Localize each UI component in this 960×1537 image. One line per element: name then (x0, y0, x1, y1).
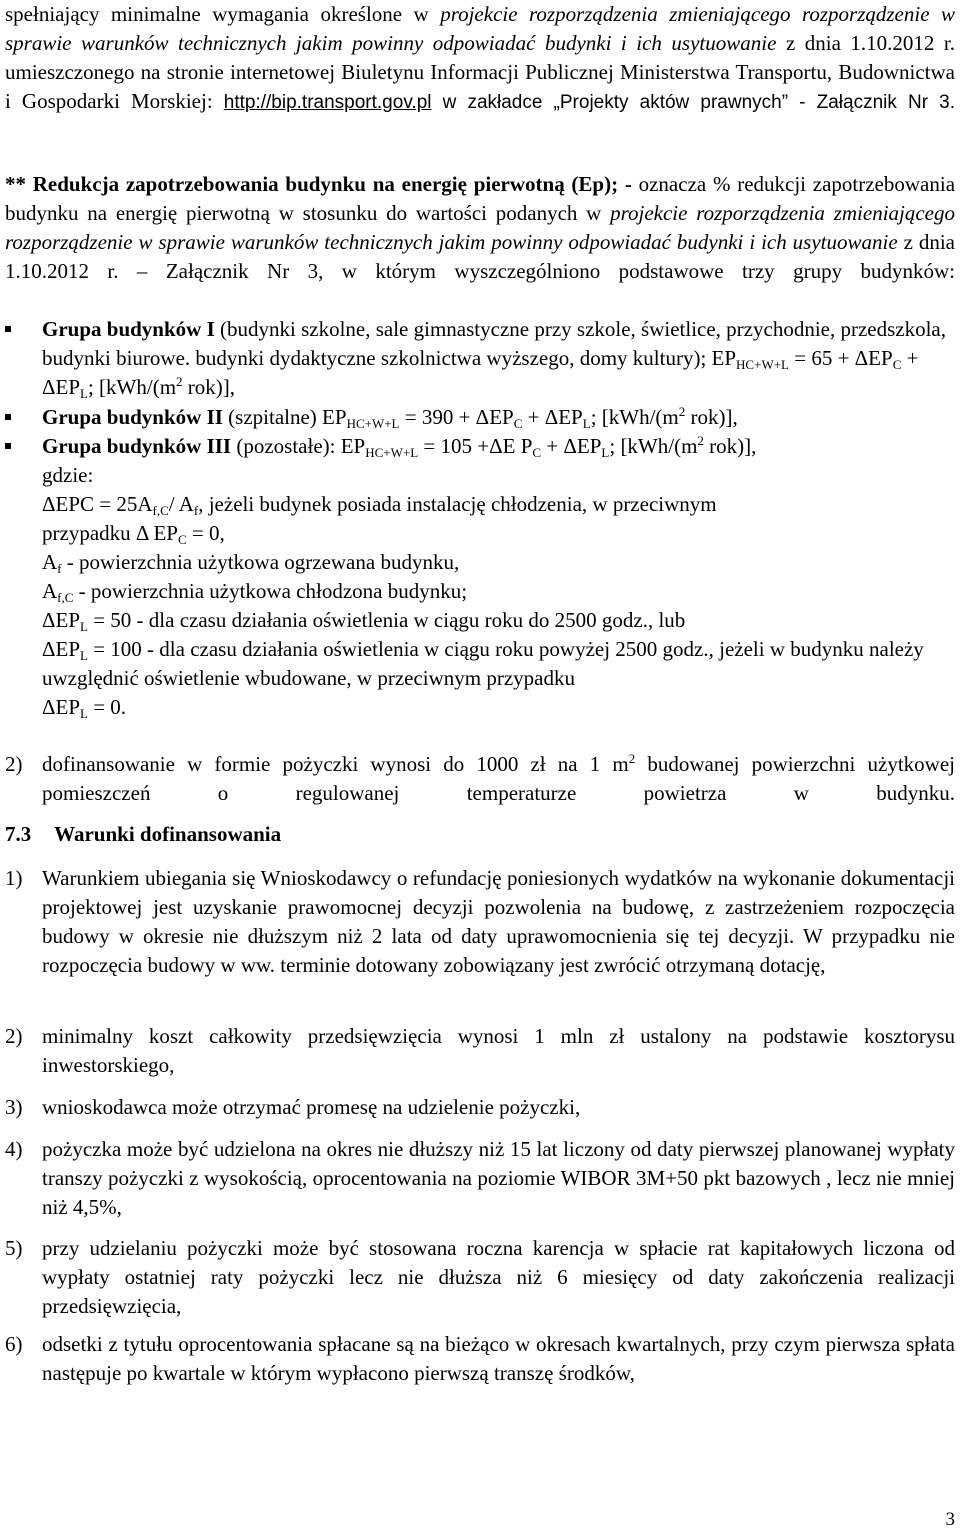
formula-unit-end: rok)], (690, 405, 738, 429)
condition-text: minimalny koszt całkowity przedsięwzięcia wynosi 1 mln zł ustalony na podstawie kosztorysu inwestorskiego, (42, 1024, 955, 1077)
formula-unit-sup: 2 (697, 433, 704, 448)
formula-sub: HC+W+L (346, 416, 400, 431)
item-number: 2) (5, 1024, 23, 1048)
formula-unit: ; [kWh/(m (590, 405, 679, 429)
formula: EP (322, 405, 347, 429)
bip-link[interactable]: http://bip.transport.gov.pl (223, 92, 432, 113)
reduction-text: oznacza % redukcji zapotrzebowania budynku na energię pierwotną w stosunku do wartości podanych w (5, 172, 956, 225)
condition-text: Warunkiem ubiegania się Wnioskodawcy o refundację poniesionych wydatków na wykonanie dokumentacji projektowej jest uzyskanie prawomocnej decyzji pozwolenia na budowę, z zastrzeżeniem rozpoczęcia budowy w okresie nie dłuższym niż 2 lata od daty uprawomocnienia się tej decyzji. W przypadku nie rozpoczęcia budowy w ww. terminie dotowany zobowiązany jest zwrócić otrzymaną dotację, (42, 866, 955, 977)
formula-unit-end: rok)], (187, 375, 236, 399)
def-epc-else: przypadku Δ $EP_C = 0$, (42, 521, 225, 547)
formula: EP (340, 434, 366, 458)
condition-text: przy udzielaniu pożyczki może być stosowana roczna karencja w spłacie rat kapitałowych liczona od wypłaty ostatniej raty pożyczki lecz nie dłuższa niż 6 miesięcy od daty zakończenia realizacji przedsięwzięcia, (42, 1236, 955, 1318)
financing-text: dofinansowanie w formie pożyczki wynosi do 1000 zł na 1 $m^2$ budowanej powierzchni użytkowej pomieszczeń o regulowanej temperaturze powietrza w budynku. (42, 751, 955, 805)
formula-sub-l: L (601, 445, 610, 460)
formula-sub-l: L (582, 416, 591, 431)
condition-text: odsetki z tytułu oprocentowania spłacane są na bieżąco w okresach kwartalnych, przy czym pierwsza spłata następuje po kwartale w którym wypłacono pierwszą transzę środków, (42, 1332, 955, 1385)
formula: EP (711, 346, 737, 370)
gdzie-label: gdzie: (42, 463, 94, 487)
item-number: 6) (5, 1332, 23, 1356)
reduction-paragraph (5, 170, 955, 286)
def-epl-2: $\Delta EP_L = 100$ - dla czasu działania oświetlenia w ciągu roku powyżej 2500 godz., jeżeli w budynku należy uwzględnić oświetlenie wbudowane, w przeciwnym przypadku (42, 637, 924, 690)
condition-text: pożyczka może być udzielona na okres nie dłuższy niż 15 lat liczony od daty pierwszej planowanej wypłaty transzy pożyczki z wysokością, oprocentowania na poziomie WIBOR 3M+50 pkt bazowych , lecz nie mniej niż 4,5%, (42, 1137, 955, 1219)
item-number: 1) (5, 866, 23, 890)
intro-italic-text: projekcie rozporządzenia zmieniającego rozporządzenie w sprawie warunków technicznych jakim powinny odpowiadać budynki i ich usytuowanie (5, 2, 956, 55)
def-epl-3: $\Delta EP_L = 0$. (42, 695, 127, 721)
formula-value: = 390 + ΔEP (404, 405, 514, 429)
formula-sub: HC+W+L (365, 445, 419, 460)
section-heading (5, 820, 281, 849)
def-epc: $\Delta EPC = 25A_{f,C}/$ $A_f$, jeżeli budynek posiada instalację chłodzenia, w przeciwnym (42, 492, 717, 518)
condition-text: wnioskodawca może otrzymać promesę na udzielenie pożyczki, (42, 1095, 581, 1119)
formula-plus: + ΔEP (527, 405, 583, 429)
group-2-text (42, 403, 955, 432)
item-number: 3) (5, 1095, 23, 1119)
page-number: 3 (945, 1509, 955, 1530)
item-number: 4) (5, 1137, 23, 1161)
group-3-desc: (pozostałe): (236, 434, 336, 458)
formula-sub: HC+W+L (736, 357, 789, 372)
section-title: Warunki dofinansowania (54, 822, 282, 846)
formula-value: = 105 +ΔE P (423, 434, 533, 458)
reduction-text-2: z dnia 1.10.2012 r. – Załącznik Nr 3, w którym wyszczególniono podstawowe trzy grupy budynków: (5, 230, 955, 283)
group-3-label: Grupa budynków III (42, 434, 232, 458)
reduction-italic-text: projekcie rozporządzenia zmieniającego rozporządzenie w sprawie warunków technicznych jakim powinny odpowiadać budynki i ich usytuowanie (5, 201, 955, 254)
group-1-label: Grupa budynków I (42, 317, 215, 341)
formula-unit: ; [kWh/(m (609, 434, 698, 458)
formula-unit-sup: 2 (176, 374, 183, 389)
def-epl-1: $\Delta EP_L = 50$ - dla czasu działania oświetlenia w ciągu roku do 2500 godz., lub (42, 608, 686, 634)
intro-text-3: w zakładce „Projekty aktów prawnych” - Załącznik Nr 3. (442, 92, 955, 113)
bullet-square-icon (5, 443, 11, 449)
item-number: 5) (5, 1236, 23, 1260)
intro-text-2: z dnia 1.10.2012 r. umieszczonego na stronie internetowej Biuletynu Informacji Publicznej Ministerstwa Transportu, Budownictwa i Gospodarki Morskiej: (5, 31, 956, 113)
formula-plus: + ΔEP (546, 434, 602, 458)
intro-paragraph (5, 0, 955, 117)
formula-plus: + ΔEP (42, 346, 919, 399)
group-1-desc: (budynki szkolne, sale gimnastyczne przy szkole, świetlice, przychodnie, przedszkola, budynki biurowe. budynki dydaktyczne szkolnictwa wyższego, domy kultury); (42, 317, 947, 370)
formula-unit-end: rok)], (709, 434, 757, 458)
group-1-text (42, 315, 955, 402)
formula-sub-c: C (532, 445, 542, 460)
bullet-square-icon (5, 414, 11, 420)
formula-sub-c: C (892, 357, 902, 372)
def-af: $A_f$ - powierzchnia użytkowa ogrzewana budynku, (42, 550, 460, 576)
section-number: 7.3 (5, 822, 32, 846)
formula-sub-l: L (80, 386, 88, 401)
formula-unit-sup: 2 (678, 404, 686, 419)
group-2-desc: (szpitalne) (228, 405, 317, 429)
item-number: 2) (5, 752, 23, 776)
reduction-heading: ** Redukcja zapotrzebowania budynku na energię pierwotną (Ep); - (5, 172, 632, 196)
formula-unit: ; [kWh/(m (87, 375, 177, 399)
group-2-label: Grupa budynków II (42, 405, 223, 429)
group-3-text (42, 432, 955, 461)
intro-text: spełniający minimalne wymagania określone w (5, 2, 429, 26)
formula-sub-c: C (513, 416, 523, 431)
bullet-square-icon (5, 326, 11, 332)
definitions-block (42, 490, 950, 722)
def-afc: $A_{f,C}$ - powierzchnia użytkowa chłodzona budynku; (42, 579, 468, 605)
formula-value: = 65 + ΔEP (794, 346, 893, 370)
